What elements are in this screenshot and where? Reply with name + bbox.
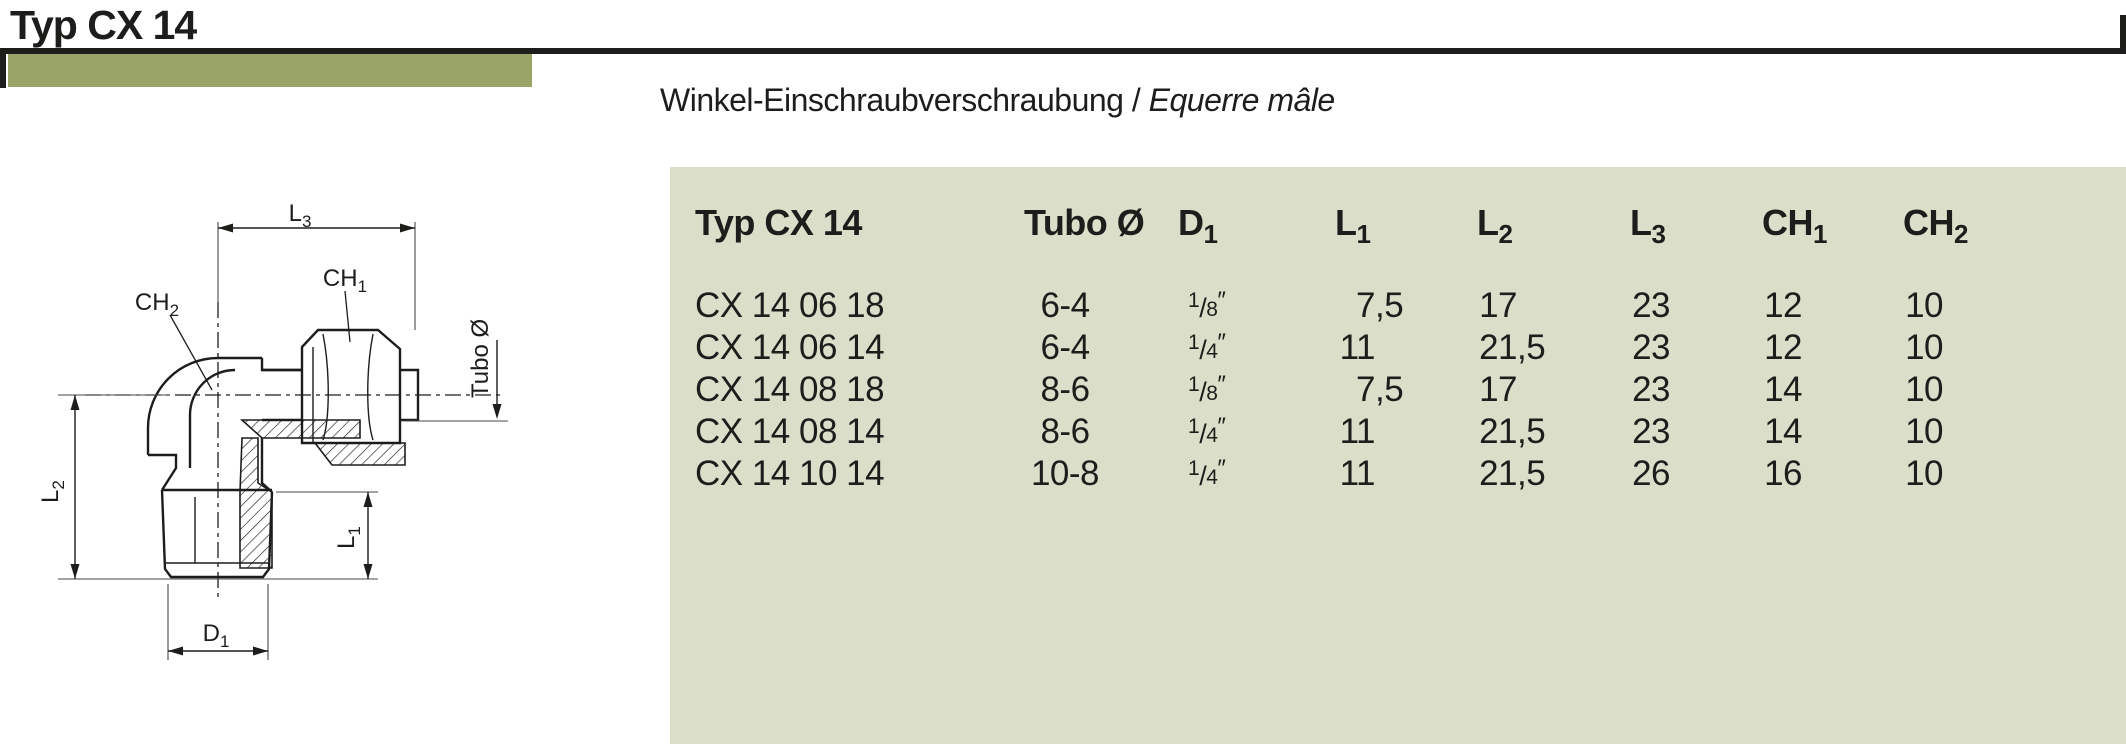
l2-value: 17 [1479,286,1517,325]
col-header-ch1: $CH_1$ [1762,202,1827,249]
col-header-l2: $L_2$ [1477,202,1513,249]
label-ch1: $CH_1$ [322,265,368,296]
header-rule-right-tick [2120,15,2126,54]
l2-value: 21,5 [1479,412,1546,451]
label-ch2: $CH_2$ [134,289,180,320]
l3-value: 23 [1632,328,1670,367]
l1-value: 11 [1339,412,1375,451]
ch1-value: 16 [1764,454,1802,493]
label-l2: $L_2$ [37,480,68,503]
tubo-value: 10-8 [1030,454,1100,493]
d1-value: $^1$/4″ [1188,329,1226,365]
part-number: CX 14 10 14 [695,454,885,493]
label-d1: $D_1$ [202,620,230,651]
l1-value: 7,5 [1356,286,1404,325]
d1-value: $^1$/8″ [1188,371,1226,407]
subtitle-german: Winkel-Einschraubverschraubung [660,82,1124,118]
l3-value: 26 [1632,454,1670,493]
l3-value: 23 [1632,412,1670,451]
tubo-value: 8-6 [1040,370,1090,409]
l2-value: 17 [1479,370,1517,409]
ch2-value: 10 [1905,286,1943,325]
d1-value: $^1$/4″ [1188,455,1226,491]
ch2-value: 10 [1905,370,1943,409]
col-header-ch2: $CH_2$ [1903,202,1968,249]
dimension-tubo [405,319,508,421]
subtitle-french: Equerre mâle [1148,82,1335,118]
subtitle-separator: / [1123,82,1149,118]
ch1-value: 14 [1764,412,1802,451]
label-l1: $L_1$ [333,526,364,549]
l3-value: 23 [1632,286,1670,325]
tubo-value: 8-6 [1040,412,1090,451]
accent-green-bar [8,54,532,87]
ch2-value: 10 [1905,454,1943,493]
ch2-value: 10 [1905,328,1943,367]
page-title: Typ CX 14 [10,2,197,48]
l1-value: 11 [1339,328,1375,367]
ch1-value: 14 [1764,370,1802,409]
ch1-value: 12 [1764,328,1802,367]
l1-value: 11 [1339,454,1375,493]
l1-value: 7,5 [1356,370,1404,409]
section-hatching [240,420,405,568]
dimension-l3 [218,200,415,330]
d1-value: $^1$/8″ [1188,287,1226,323]
part-number: CX 14 08 18 [695,370,885,409]
header-rule-left-tick [0,48,6,88]
col-header-typ: Typ CX 14 [695,202,862,243]
col-header-l3: $L_3$ [1630,202,1666,249]
l3-value: 23 [1632,370,1670,409]
elbow-fitting-technical-drawing [0,130,520,690]
l2-value: 21,5 [1479,328,1546,367]
ch1-value: 12 [1764,286,1802,325]
label-l3: $L_3$ [288,200,312,231]
label-tubo: Tubo Ø [467,318,494,398]
col-header-tubo: Tubo Ø [1024,202,1145,243]
col-header-d1: $D_1$ [1178,202,1218,249]
col-header-l1: $L_1$ [1335,202,1371,249]
dimension-l1 [276,492,378,579]
ch2-value: 10 [1905,412,1943,451]
tubo-value: 6-4 [1040,328,1090,367]
part-number: CX 14 06 14 [695,328,885,367]
part-number: CX 14 06 18 [695,286,885,325]
product-subtitle [660,82,1335,119]
tubo-value: 6-4 [1040,286,1090,325]
part-number: CX 14 08 14 [695,412,885,451]
l2-value: 21,5 [1479,454,1546,493]
d1-value: $^1$/4″ [1188,413,1226,449]
